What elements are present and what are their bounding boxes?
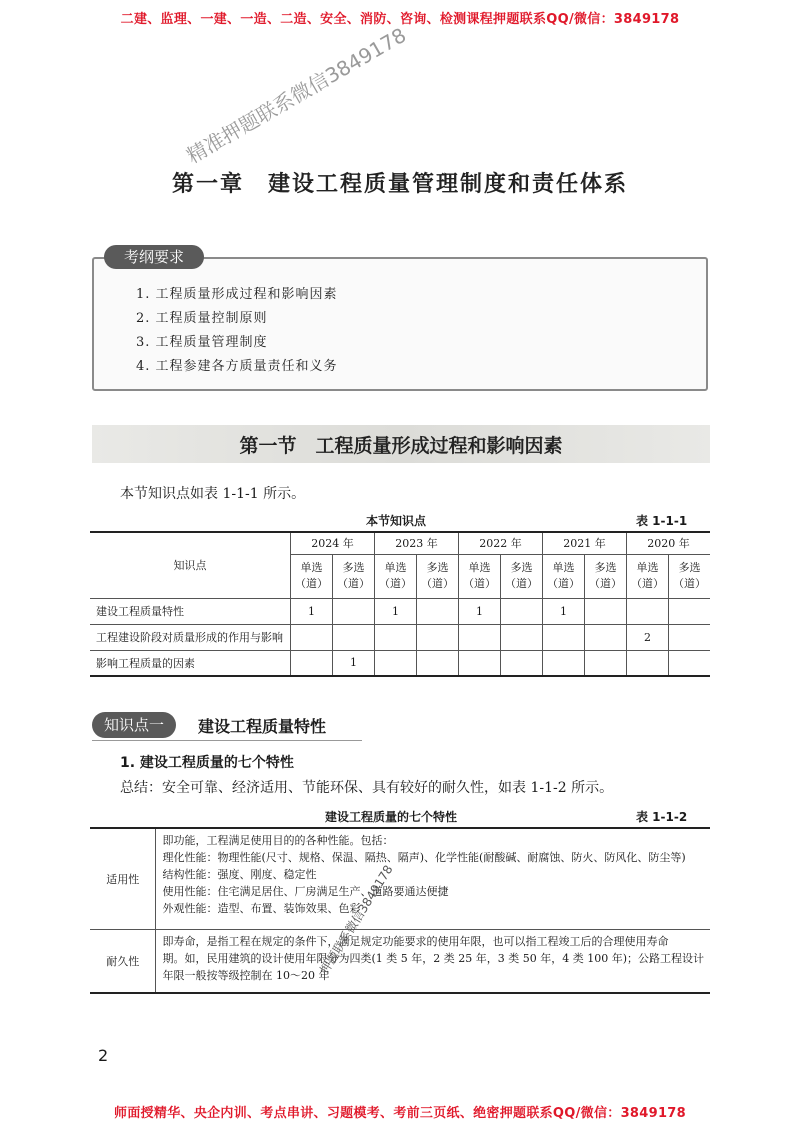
count-cell <box>669 624 711 650</box>
multi-choice-header: 多选（道） <box>585 554 627 598</box>
knowledge-point-tag: 知识点一 <box>92 712 176 738</box>
table-row <box>90 650 710 676</box>
count-cell <box>333 598 375 624</box>
table2-title: 建设工程质量的七个特性 <box>325 810 458 824</box>
count-cell <box>375 650 417 676</box>
table2-number: 表 1-1-2 <box>636 810 688 824</box>
section-intro: 本节知识点如表 1-1-1 所示。 <box>120 486 306 502</box>
count-cell: 1 <box>543 598 585 624</box>
table1-number: 表 1-1-1 <box>636 514 688 528</box>
outline-item: 3. 工程质量管理制度 <box>136 335 268 350</box>
section-title: 第一节 工程质量形成过程和影响因素 <box>239 435 563 457</box>
description-line: 使用性能：住宅满足居住、厂房满足生产、道路要通达便捷 <box>162 885 449 898</box>
single-choice-header: 单选（道） <box>291 554 333 598</box>
count-cell <box>627 598 669 624</box>
single-choice-header: 单选（道） <box>627 554 669 598</box>
count-cell <box>501 624 543 650</box>
table1-corner-header: 知识点 <box>90 532 291 598</box>
watermark-top: 精准押题联系微信3849178 <box>182 22 411 169</box>
quality-characteristics-table <box>90 827 710 994</box>
count-cell: 1 <box>333 650 375 676</box>
description-line: 理化性能：物理性能(尺寸、规格、保温、隔热、隔声)、化学性能(耐酸碱、耐腐蚀、防火、防风化、防尘等) <box>162 851 686 864</box>
characteristic-label: 耐久性 <box>90 929 156 993</box>
count-cell <box>291 624 333 650</box>
year-header: 2024 年 <box>291 532 375 554</box>
knowledge-point-name: 影响工程质量的因素 <box>90 650 291 676</box>
table-row <box>90 828 710 929</box>
summary-text: 总结：安全可靠、经济适用、节能环保、具有较好的耐久性，如表 1-1-2 所示。 <box>120 780 614 796</box>
count-cell: 2 <box>627 624 669 650</box>
sub-heading: 1. 建设工程质量的七个特性 <box>120 755 294 771</box>
count-cell: 1 <box>375 598 417 624</box>
multi-choice-header: 多选（道） <box>417 554 459 598</box>
count-cell <box>291 650 333 676</box>
count-cell <box>501 650 543 676</box>
description-line: 即寿命，是指工程在规定的条件下，满足规定功能要求的使用年限，也可以指工程竣工后的合理使用寿命 <box>162 934 669 948</box>
bottom-ad-banner: 师面授精华、央企内训、考点串讲、习题模考、考前三页纸、绝密押题联系QQ/微信：3849178 <box>114 1106 686 1121</box>
count-cell <box>333 624 375 650</box>
top-ad-banner: 二建、监理、一建、一造、二造、安全、消防、咨询、检测课程押题联系QQ/微信：3849178 <box>120 12 680 27</box>
count-cell <box>627 650 669 676</box>
exam-outline-tag: 考纲要求 <box>104 245 204 269</box>
count-cell <box>669 650 711 676</box>
multi-choice-header: 多选（道） <box>501 554 543 598</box>
outline-item: 1. 工程质量形成过程和影响因素 <box>136 287 338 302</box>
year-header: 2021 年 <box>543 532 627 554</box>
page-number: 2 <box>98 1046 109 1065</box>
description-line: 外观性能：造型、布置、装饰效果、色彩 <box>162 902 361 915</box>
single-choice-header: 单选（道） <box>543 554 585 598</box>
count-cell <box>459 624 501 650</box>
count-cell <box>417 650 459 676</box>
characteristic-label: 适用性 <box>90 828 156 929</box>
table-row <box>90 624 710 650</box>
knowledge-points-table <box>90 531 710 677</box>
knowledge-point-title: 建设工程质量特性 <box>198 717 327 736</box>
count-cell <box>585 598 627 624</box>
count-cell <box>417 598 459 624</box>
count-cell <box>585 624 627 650</box>
table-row <box>90 598 710 624</box>
multi-choice-header: 多选（道） <box>669 554 711 598</box>
outline-item: 2. 工程质量控制原则 <box>136 311 268 326</box>
description-line: 结构性能：强度、刚度、稳定性 <box>162 868 317 881</box>
knowledge-point-name: 工程建设阶段对质量形成的作用与影响 <box>90 624 291 650</box>
description-line: 年限一般按等级控制在 10～20 年 <box>162 968 330 982</box>
count-cell <box>459 650 501 676</box>
outline-item: 4. 工程参建各方质量责任和义务 <box>136 359 338 374</box>
count-cell <box>501 598 543 624</box>
year-header: 2020 年 <box>627 532 711 554</box>
table-row <box>90 929 710 993</box>
count-cell <box>375 624 417 650</box>
table1-title: 本节知识点 <box>366 514 427 528</box>
description-line: 期。如，民用建筑的设计使用年限分为四类(1 类 5 年，2 类 25 年，3 类 50 年，4 类 100 年)；公路工程设计 <box>162 951 704 965</box>
description-line: 即功能，工程满足使用目的的各种性能。包括： <box>162 834 394 847</box>
year-header: 2022 年 <box>459 532 543 554</box>
characteristic-description <box>156 929 710 993</box>
chapter-title: 第一章 建设工程质量管理制度和责任体系 <box>171 172 628 197</box>
characteristic-description <box>156 828 710 929</box>
count-cell <box>543 624 585 650</box>
watermark-mid: 押题联系微信3849178 <box>317 862 396 977</box>
count-cell <box>585 650 627 676</box>
count-cell <box>543 650 585 676</box>
count-cell <box>669 598 711 624</box>
knowledge-point-rule <box>92 740 362 741</box>
single-choice-header: 单选（道） <box>375 554 417 598</box>
multi-choice-header: 多选（道） <box>333 554 375 598</box>
count-cell: 1 <box>459 598 501 624</box>
year-header: 2023 年 <box>375 532 459 554</box>
single-choice-header: 单选（道） <box>459 554 501 598</box>
count-cell: 1 <box>291 598 333 624</box>
knowledge-point-name: 建设工程质量特性 <box>90 598 291 624</box>
count-cell <box>417 624 459 650</box>
